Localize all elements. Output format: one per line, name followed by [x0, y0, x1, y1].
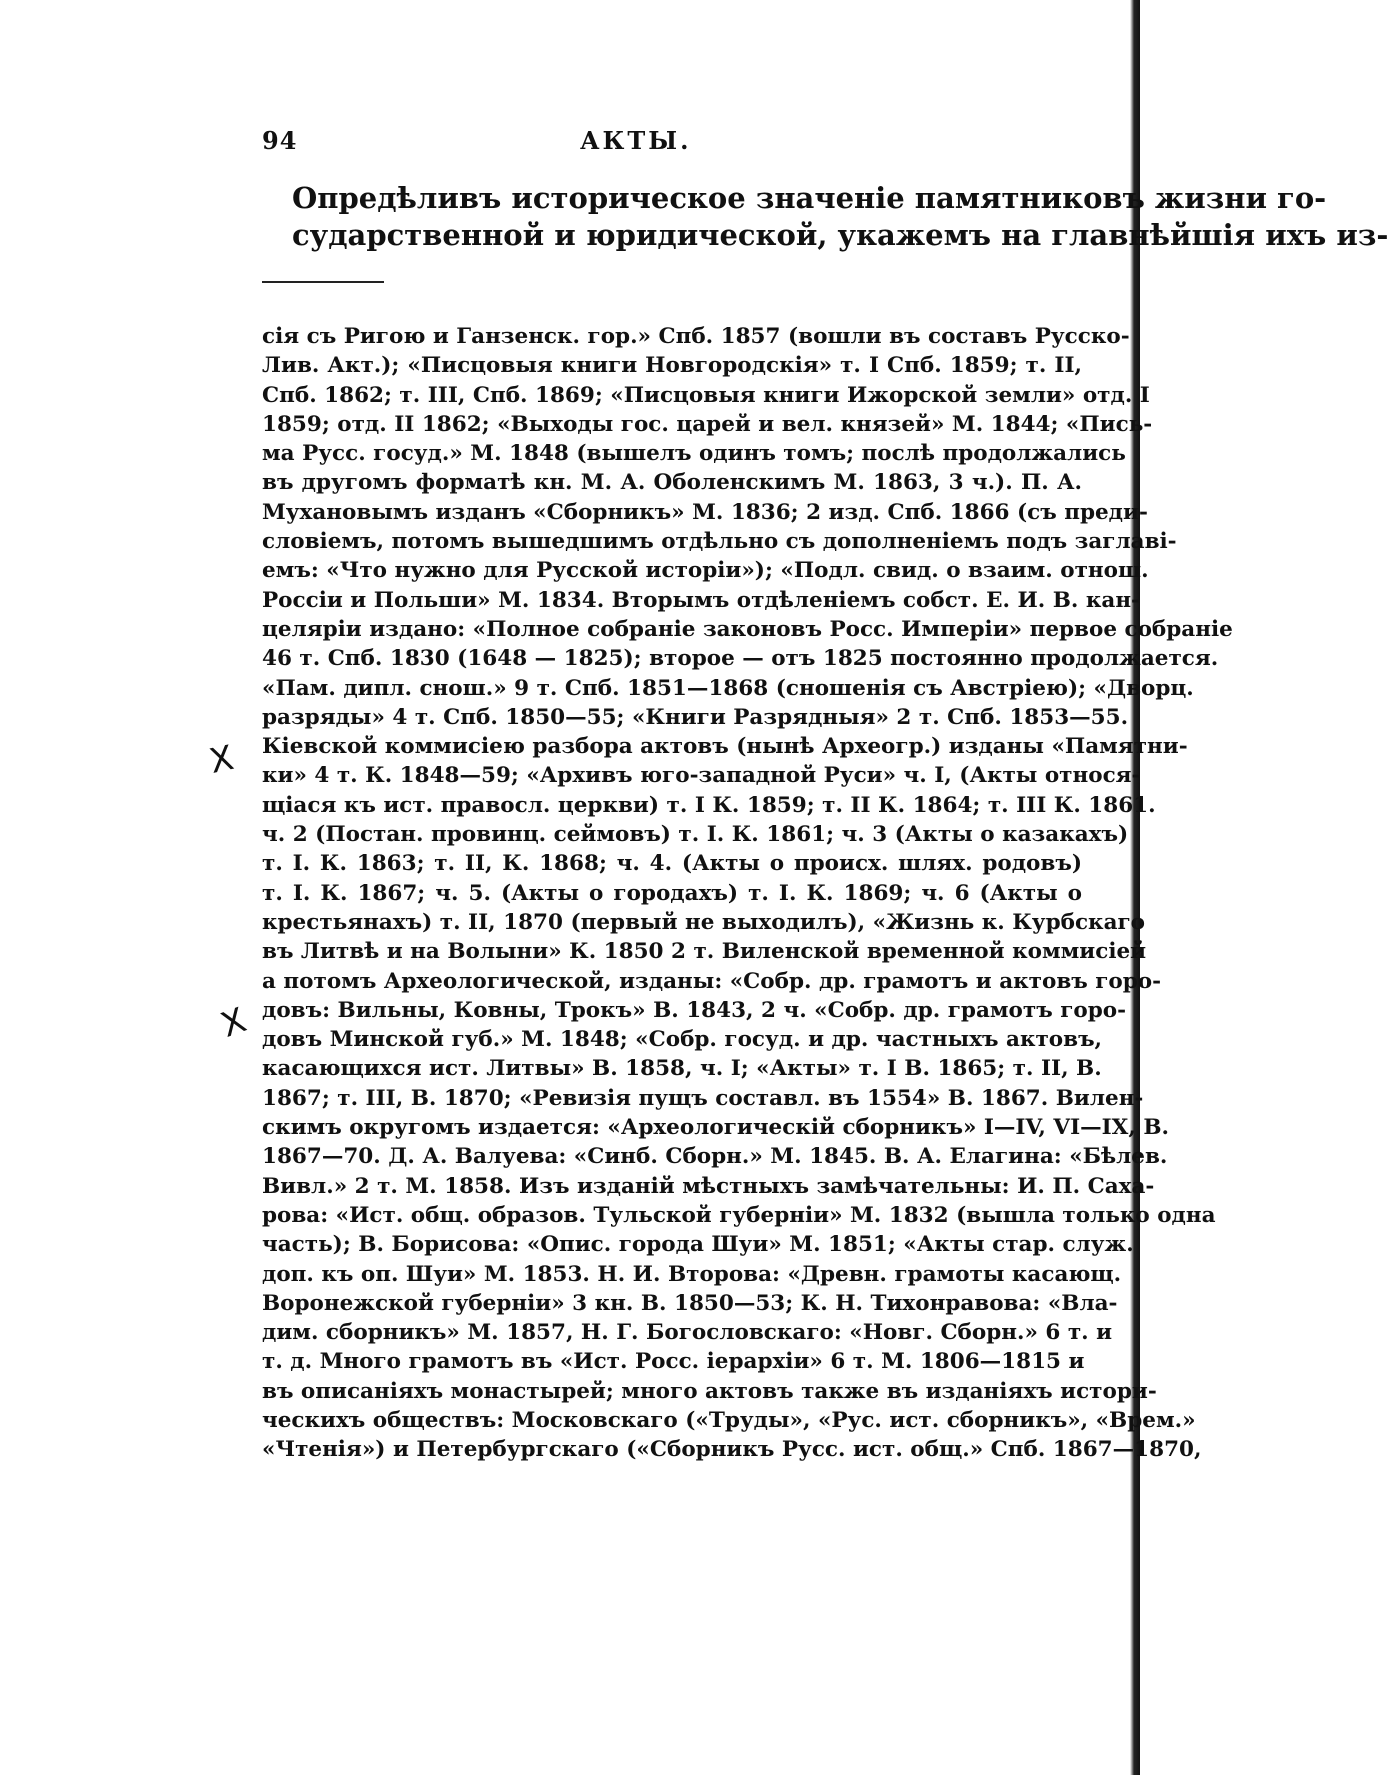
footnote-line: 1859; отд. II 1862; «Выходы гос. царей и вел. князей» М. 1844; «Пись-: [262, 411, 1153, 437]
footnote-line: целяріи издано: «Полное собраніе законовъ Росс. Имперіи» первое собраніе: [262, 616, 1233, 642]
footnote-line: ческихъ обществъ: Московскаго («Труды», «Рус. ист. сборникъ», «Врем.»: [262, 1407, 1196, 1433]
running-title: АКТЫ.: [580, 126, 692, 155]
footnote-line: емъ: «Что нужно для Русской исторіи»); «Подл. свид. о взаим. отнош.: [262, 558, 1149, 584]
margin-cross-mark: X: [215, 1000, 252, 1046]
footnote-line: Россіи и Польши» М. 1834. Вторымъ отдѣленіемъ собст. Е. И. В. кан-: [262, 587, 1140, 613]
footnote-line: Кіевской коммисіею разбора актовъ (нынѣ Археогр.) изданы «Памятни-: [262, 734, 1188, 760]
body-line: Опредѣливъ историческое значеніе памятниковъ жизни го-: [292, 181, 1327, 215]
footnote-divider: [262, 281, 384, 283]
footnote-line: ки» 4 т. К. 1848—59; «Архивъ юго-западной Руси» ч. I, (Акты относя-: [262, 763, 1141, 789]
footnote-line: 1867; т. III, В. 1870; «Ревизія пущъ составл. въ 1554» В. 1867. Вилен-: [262, 1085, 1144, 1111]
footnote-line: 46 т. Спб. 1830 (1648 — 1825); второе — отъ 1825 постоянно продолжается.: [262, 646, 1219, 672]
footnote-line: доп. къ оп. Шуи» М. 1853. Н. И. Второва: «Древн. грамоты касающ.: [262, 1261, 1122, 1287]
footnote-line: Лив. Акт.); «Писцовыя книги Новгородскія» т. I Спб. 1859; т. II,: [262, 353, 1082, 379]
footnote-line: въ Литвѣ и на Волыни» К. 1850 2 т. Виленской временной коммисіей: [262, 939, 1147, 965]
footnote-line: щіася къ ист. правосл. церкви) т. I К. 1859; т. II К. 1864; т. III К. 1861.: [262, 792, 1156, 818]
footnote-line: а потомъ Археологической, изданы: «Собр. др. грамотъ и актовъ горо-: [262, 968, 1162, 994]
footnote-line: «Чтенія») и Петербургскаго («Сборникъ Русс. ист. общ.» Спб. 1867—1870,: [262, 1437, 1202, 1463]
footnote-line: довъ Минской губ.» М. 1848; «Собр. госуд. и др. частныхъ актовъ,: [262, 1027, 1103, 1053]
footnote-line: въ другомъ форматѣ кн. М. А. Оболенскимъ М. 1863, 3 ч.). П. А.: [262, 470, 1082, 496]
footnote-line: крестьянахъ) т. II, 1870 (первый не выходилъ), «Жизнь к. Курбскаго: [262, 909, 1146, 935]
footnote-block: [262, 322, 1233, 1465]
footnote-line: скимъ округомъ издается: «Археологическій сборникъ» I—IV, VI—IX, В.: [262, 1115, 1169, 1141]
footnote-line: Вивл.» 2 т. М. 1858. Изъ изданій мѣстныхъ замѣчательны: И. П. Саха-: [262, 1173, 1155, 1199]
footnote-line: Воронежской губерніи» 3 кн. В. 1850—53; К. Н. Тихонравова: «Вла-: [262, 1290, 1118, 1316]
page-number: 94: [262, 126, 298, 155]
footnote-line: т. I. К. 1867; ч. 5. (Акты о городахъ) т. I. К. 1869; ч. 6 (Акты о: [262, 880, 1082, 906]
body-line: сударственной и юридической, укажемъ на главнѣйшія ихъ из-: [292, 218, 1388, 252]
footnote-line: дим. сборникъ» М. 1857, Н. Г. Богословскаго: «Новг. Сборн.» 6 т. и: [262, 1320, 1113, 1346]
footnote-line: часть); В. Борисова: «Опис. города Шуи» М. 1851; «Акты стар. служ.: [262, 1232, 1134, 1258]
footnote-line: т. I. К. 1863; т. II, К. 1868; ч. 4. (Акты о происх. шлях. родовъ): [262, 851, 1082, 877]
footnote-line: въ описаніяхъ монастырей; много актовъ также въ изданіяхъ истори-: [262, 1378, 1157, 1404]
footnote-line: рова: «Ист. общ. образов. Тульской губерніи» М. 1832 (вышла только одна: [262, 1202, 1216, 1228]
footnote-line: «Пам. дипл. снош.» 9 т. Спб. 1851—1868 (сношенія съ Австріею); «Дворц.: [262, 675, 1194, 701]
margin-cross-mark: X: [206, 738, 238, 782]
footnote-line: 1867—70. Д. А. Валуева: «Синб. Сборн.» М. 1845. В. А. Елагина: «Бѣлев.: [262, 1144, 1168, 1170]
footnote-line: сія съ Ригою и Ганзенск. гор.» Спб. 1857 (вошли въ составъ Русско-: [262, 324, 1130, 349]
footnote-line: Спб. 1862; т. III, Спб. 1869; «Писцовыя книги Ижорской земли» отд. I: [262, 382, 1150, 408]
footnote-line: довъ: Вильны, Ковны, Трокъ» В. 1843, 2 ч. «Собр. др. грамотъ горо-: [262, 997, 1126, 1023]
body-paragraph: [292, 180, 1388, 254]
footnote-line: ма Русс. госуд.» М. 1848 (вышелъ одинъ томъ; послѣ продолжались: [262, 441, 1126, 467]
footnote-line: словіемъ, потомъ вышедшимъ отдѣльно съ дополненіемъ подъ заглаві-: [262, 529, 1177, 555]
footnote-line: ч. 2 (Постан. провинц. сеймовъ) т. I. К. 1861; ч. 3 (Акты о казакахъ): [262, 822, 1129, 848]
page-header: [262, 126, 1082, 166]
footnote-line: Мухановымъ изданъ «Сборникъ» М. 1836; 2 изд. Спб. 1866 (съ преди-: [262, 499, 1148, 525]
footnote-line: т. д. Много грамотъ въ «Ист. Росс. іерархіи» 6 т. М. 1806—1815 и: [262, 1349, 1085, 1375]
footnote-line: разряды» 4 т. Спб. 1850—55; «Книги Разрядныя» 2 т. Спб. 1853—55.: [262, 704, 1129, 730]
footnote-line: касающихся ист. Литвы» В. 1858, ч. I; «Акты» т. I В. 1865; т. II, В.: [262, 1056, 1102, 1082]
